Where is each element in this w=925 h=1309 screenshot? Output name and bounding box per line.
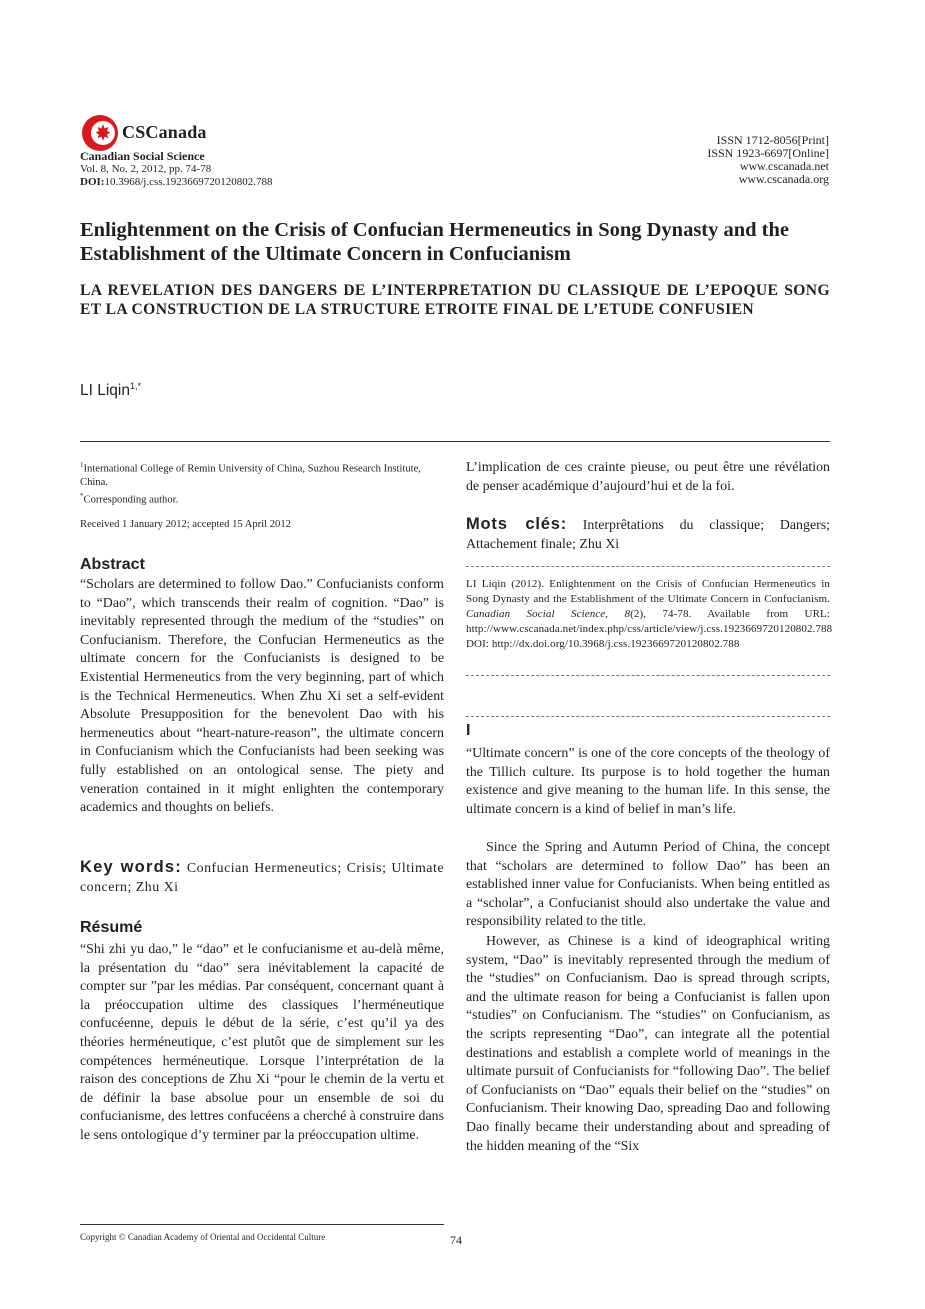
- body-paragraph: Since the Spring and Autumn Period of China, the concept that “scholars are determined to follow Dao” has been an established inner value for Confucianists. When being entitled as a “scholar”, a Confucianist should also undertake the value and responsibility related to the title.: [466, 840, 830, 930]
- resume-text: “Shi zhi yu dao,” le “dao” et le confucianisme et au-delà même, la présentation du “dao” sera inévitablement la capacité de compter sur ”par les médias. Par conséquent, concernant quant à la préoccupation ultime des classiques l’herméneutique confucéenne, depuis le début de la série, c’est qu’il ya des théories herméneutique, c’est plutôt que de simplement sur les compétences herméneutique. Lorsque l’interprétation de la raison des conceptions de Zhu Xi “pour le chemin de la vertu et de définir la base absolue pour un ensemble de soi du confucianisme, des lettres confucéens a cherché à construire dans le sens ontologique d’y terminer par la préoccupation ultime.: [80, 942, 444, 1143]
- page-number: 74: [450, 1233, 462, 1247]
- doi-value: 10.3968/j.css.1923669720120802.788: [104, 176, 273, 188]
- dashed-divider: [466, 675, 830, 676]
- divider: [80, 441, 830, 442]
- citation: [466, 577, 833, 652]
- body-paragraph: “Ultimate concern” is one of the core concepts of the theology of the Tillich culture. Its purpose is to hold together the human existence and give meaning to the human life. In this sense, the ultimate concern is a kind of belief in man’s life.: [466, 746, 830, 817]
- keywords-label: Key words:: [80, 858, 182, 876]
- dashed-divider: [466, 566, 830, 567]
- body-paragraph: However, as Chinese is a kind of ideographical writing system, “Dao” is inevitably represented through the medium of the “studies” on Confucianism. Dao is spread through scripts, and the ultimate reason for being a Confucianist is fallen upon “studies” on Confucianism. The “studies” on Confucianism, as the scripts representing “Dao”, can integrate all the potential destinations and establish a complete world of meanings in the ultimate pursuit of Confucianists for “following Dao”. The belief of Confucianists on “Dao” equals their belief on the “studies” on Confucianism. Their knowing Dao, spreading Dao and following Dao finally became their understanding about and spreading of the hidden meaning of the “Six: [466, 934, 830, 1154]
- website-link[interactable]: www.cscanada.org: [738, 172, 829, 186]
- mots-cles-text: Interprêtations du classique; Dangers; Attachement finale; Zhu Xi: [466, 518, 831, 552]
- mots-cles: [466, 515, 830, 554]
- abstract-heading: Abstract: [80, 556, 145, 573]
- citation-journal: Canadian Social Science, 8: [466, 608, 631, 620]
- website-link[interactable]: www.cscanada.net: [739, 159, 829, 173]
- cscanada-logo-icon: [80, 113, 120, 153]
- footer-divider: [80, 1224, 444, 1225]
- issn-print: ISSN 1712-8056[Print]: [716, 133, 829, 147]
- affiliation-line: [80, 459, 444, 490]
- resume-continuation: L’implication de ces crainte pieuse, ou peut être une révélation de penser académique d’aujourd’hui et de la foi.: [466, 460, 830, 494]
- brand-name: CSCanada: [122, 122, 207, 142]
- author-superscript: 1,*: [129, 381, 141, 391]
- issn-online: ISSN 1923-6697[Online]: [707, 146, 829, 160]
- copyright-notice: Copyright © Canadian Academy of Oriental and Occidental Culture: [80, 1232, 326, 1242]
- volume-info: Vol. 8, No. 2, 2012, pp. 74-78: [80, 163, 212, 175]
- affiliation: [80, 459, 444, 507]
- abstract-text: “Scholars are determined to follow Dao.” Confucianists conform to “Dao”, which transcends their realm of cognition. “Dao” is inevitably represented through the medium of the “studies” on Confucianism. Therefore, the Confucian Hermeneutics as the ultimate concern for the Confucianists is designed to be Existential Hermeneutics from the very beginning, part of which is the Technical Hermeneutics. When Zhu Xi set a self-evident Absolute Presupposition for the benevolent Dao with his hermeneutics about “heart-nature-reason”, the ultimate concern in Confucianism which the Confucianists had been seeking was fully established on an ontological sense. The piety and veneration contained in it might enlighten the contemporary academics and thoughts on beliefs.: [80, 577, 444, 816]
- article-title: Enlightenment on the Crisis of Confucian Hermeneutics in Song Dynasty and the Establishment of the Ultimate Concern in Confucianism: [80, 219, 790, 265]
- corresponding-sup: *: [80, 491, 84, 500]
- keywords: [80, 858, 444, 897]
- affiliation-sup: 1: [80, 461, 84, 469]
- doi-label: DOI:: [80, 176, 105, 188]
- corresponding-line: [80, 490, 444, 507]
- citation-text: LI Liqin (2012). Enlightenment on the Crisis of Confucian Hermeneutics in Song Dynasty and the Establishment of the Ultimate Concern in Confucianism.: [466, 578, 830, 605]
- french-title: LA REVELATION DES DANGERS DE L’INTERPRETATION DU CLASSIQUE DE L’EPOQUE SONG ET LA CONSTRUCTION DE LA STRUCTURE ETROITE FINAL DE L’ETUDE CONFUSIEN: [80, 282, 830, 318]
- resume-heading: Résumé: [80, 919, 143, 936]
- doi: [80, 176, 273, 188]
- author-text: LI Liqin: [80, 382, 130, 400]
- received-dates: Received 1 January 2012; accepted 15 April 2012: [80, 519, 291, 530]
- dashed-divider: [466, 716, 830, 717]
- affiliation-text: International College of Remin University of China, Suzhou Research Institute, China.: [80, 463, 421, 489]
- section-heading: I: [466, 722, 471, 739]
- mots-cles-label: Mots clés:: [466, 515, 568, 533]
- citation-text-2: (2), 74-78. Available from URL: http://www.cscanada.net/index.php/css/article/view/j.css.1923669720120802.788 DOI: http://dx.doi.org/10.3968/j.css.1923669720120802.788: [466, 608, 833, 650]
- author-name: [80, 381, 141, 400]
- keywords-text: Confucian Hermeneutics; Crisis; Ultimate concern; Zhu Xi: [80, 861, 444, 895]
- journal-name: Canadian Social Science: [80, 149, 205, 163]
- corresponding-text: Corresponding author.: [83, 494, 179, 506]
